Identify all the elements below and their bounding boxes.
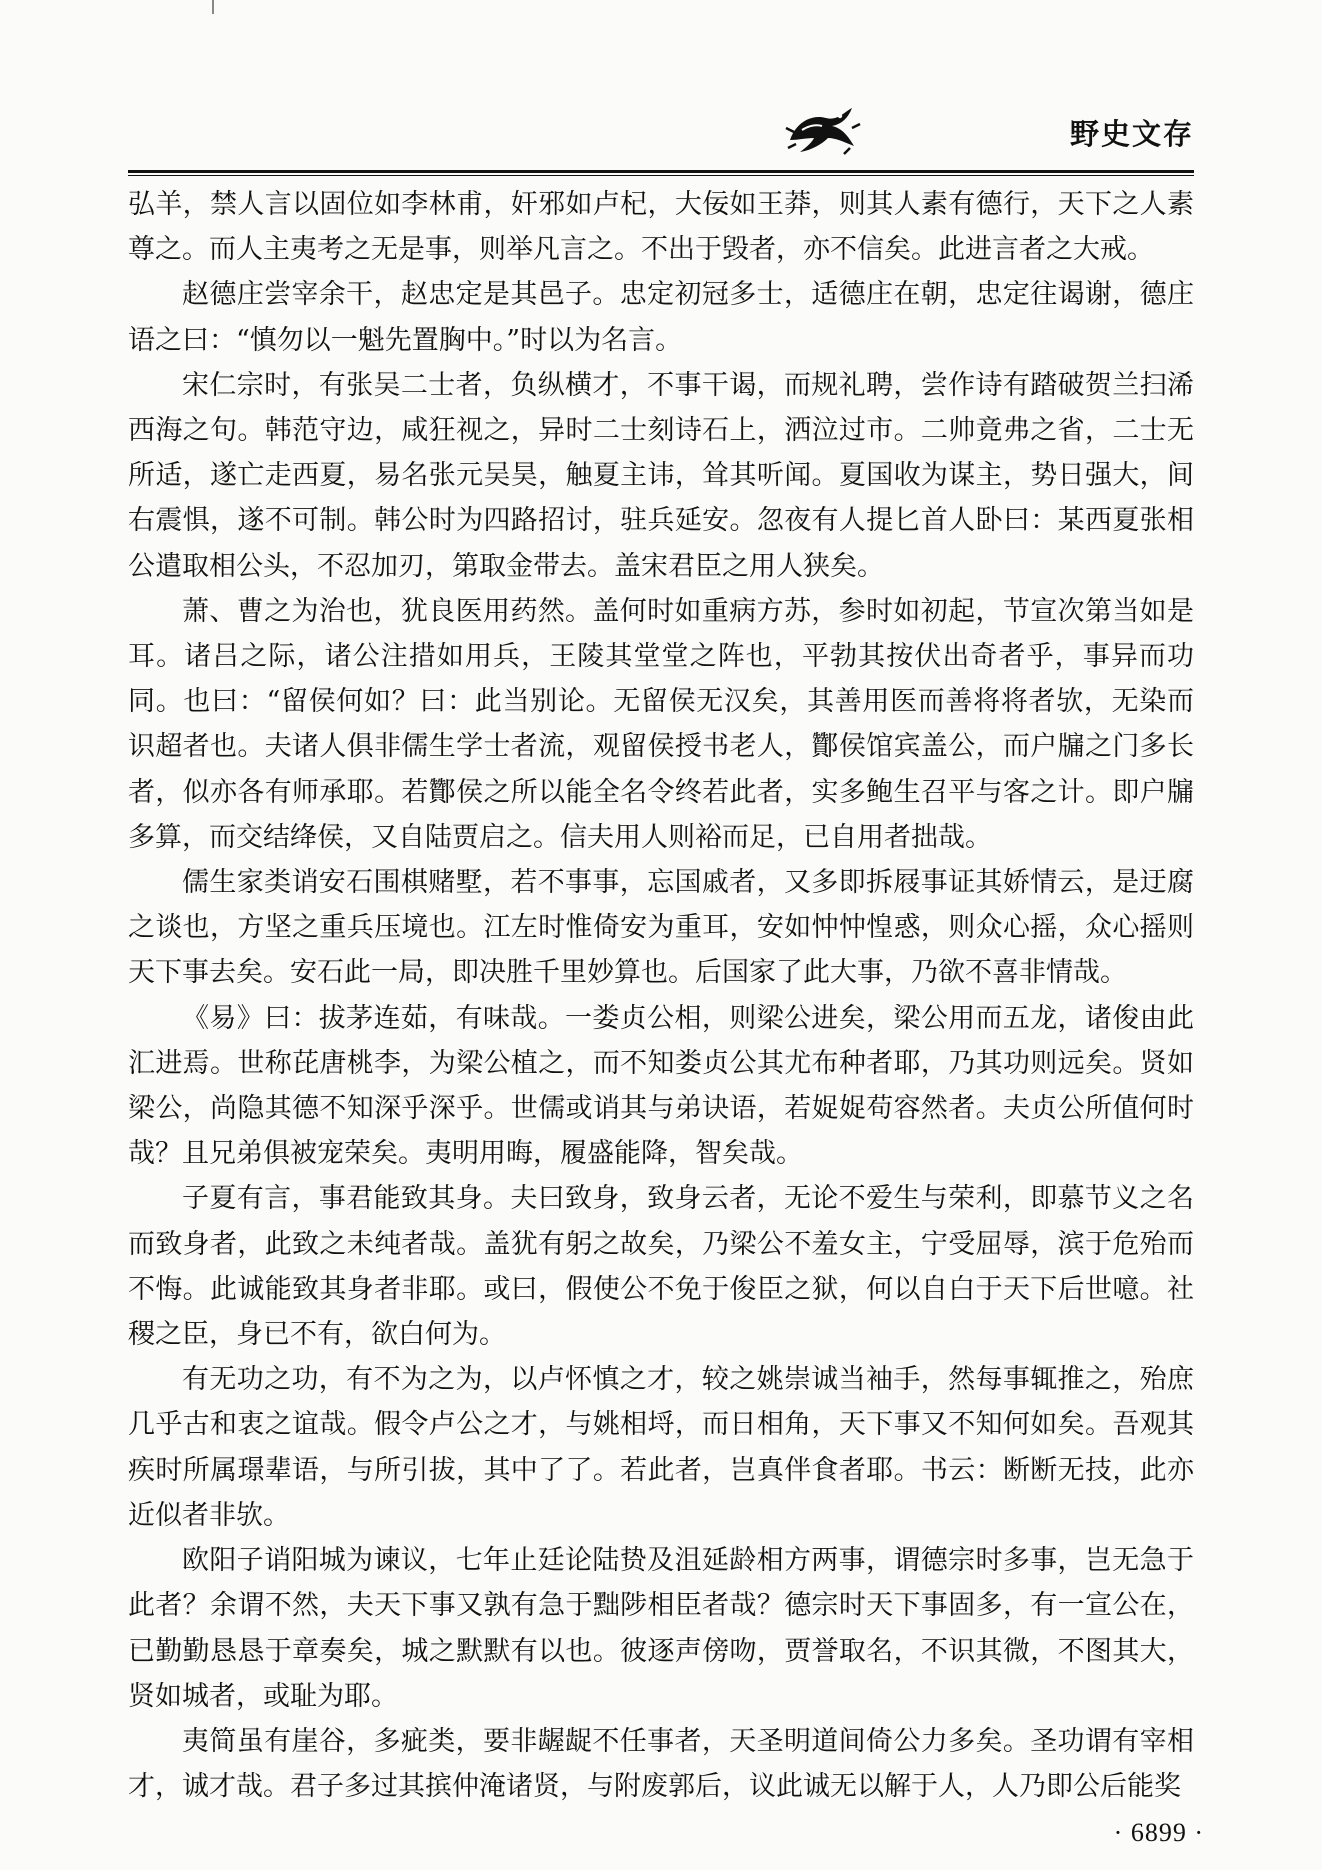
dragon-emblem-icon — [782, 100, 862, 162]
paragraph: 萧、曹之为治也，犹良医用药然。盖何时如重病方苏，参时如初起，节宣次第当如是耳。诸吕之际，诸公注措如用兵，王陵其堂堂之阵也，平勃其按伏出奇者乎，事异而功同。也曰：“留侯何如？曰：此当别论。无留侯无汉矣，其善用医而善将将者欤，无染而识超者也。夫诸人俱非儒生学士者流，观留侯授书老人，酇侯馆宾盖公，而户牖之门多长者，似亦各有师承耶。若酇侯之所以能全名令终若此者，实多鲍生召平与客之计。即户牖多算，而交结绛侯，又自陆贾启之。信夫用人则裕而足，已自用者拙哉。 — [128, 595, 1194, 853]
paragraph: 《易》曰：拔茅连茹，有味哉。一娄贞公相，则梁公进矣，梁公用而五龙，诸俊由此汇进焉。世称芘唐桃李，为梁公植之，而不知娄贞公其尤布种者耶，乃其功则远矣。贤如梁公，尚隐其德不知深乎深乎。世儒或诮其与弟诀语，若娖娖苟容然者。夫贞公所值何时哉？且兄弟俱被宠荣矣。夷明用晦，履盛能降，智矣哉。 — [128, 1002, 1194, 1170]
page-number: · 6899 · — [1113, 1818, 1204, 1847]
paragraph: 欧阳子诮阳城为谏议，七年止廷论陆贽及沮延龄相方两事，谓德宗时多事，岂无急于此者？余谓不然，夫天下事又孰有急于黜陟相臣者哉？德宗时天下事固多，有一宣公在，已勤勤恳恳于章奏矣，城之默默有以也。彼逐声傍吻，贾誉取名，不识其微，不图其大，贤如城者，或耻为耶。 — [128, 1545, 1194, 1712]
paragraph: 夷简虽有崖谷，多疵类，要非龌龊不任事者，天圣明道间倚公力多矣。圣功谓有宰相才，诚才哉。君子多过其摈仲淹诸贤，与附废郭后，议此诚无以解于人，人乃即公后能奖 — [128, 1725, 1194, 1803]
scan-mark — [212, 0, 214, 14]
paragraph: 弘羊，禁人言以固位如李林甫，奸邪如卢杞，大佞如王莽，则其人素有德行，天下之人素尊之。而人主夷考之无是事，则举凡言之。不出于毁者，亦不信矣。此进言者之大戒。 — [128, 189, 1194, 266]
paragraph: 宋仁宗时，有张吴二士者，负纵横才，不事干谒，而规礼聘，尝作诗有踏破贺兰扫浠西海之句。韩范守边，咸狂视之，异时二士刻诗石上，洒泣过市。二帅竟弗之省，二士无所适，遂亡走西夏，易名张元吴昊，触夏主讳，耸其听闻。夏国收为谋主，势日强大，间右震惧，遂不可制。韩公时为四路招讨，驻兵延安。忽夜有人提匕首人卧曰：某西夏张相公遣取相公头，不忍加刃，第取金带去。盖宋君臣之用人狭矣。 — [128, 369, 1194, 582]
paragraph: 儒生家类诮安石围棋赌墅，若不事事，忘国戚者，又多即拆屐事证其娇情云，是迂腐之谈也，方坚之重兵压境也。江左时惟倚安为重耳，安如忡忡惶惑，则众心摇，众心摇则天下事去矣。安石此一局，即决胜千里妙算也。后国家了此大事，乃欲不喜非情哉。 — [128, 867, 1194, 989]
header-rule-thin — [128, 175, 1194, 176]
series-title: 野史文存 — [1069, 117, 1194, 151]
paragraph: 有无功之功，有不为之为，以卢怀慎之才，较之姚崇诚当袖手，然每事辄推之，殆庶几乎古和衷之谊哉。假令卢公之才，与姚相埒，而日相角，天下事又不知何如矣。吾观其疾时所属璟辈语，与所引拔，其中了了。若此者，岂真伴食者耶。书云：断断无技，此亦近似者非欤。 — [128, 1364, 1194, 1531]
header-rule — [128, 170, 1194, 173]
body-text — [128, 182, 1194, 1809]
paragraph: 子夏有言，事君能致其身。夫曰致身，致身云者，无论不爱生与荣利，即慕节义之名而致身者，此致之未纯者哉。盖犹有躬之故矣，乃梁公不羞女主，宁受屈辱，滨于危殆而不悔。此诚能致其身者非耶。或曰，假使公不免于俊臣之狱，何以自白于天下后世噫。社稷之臣，身已不有，欲白何为。 — [128, 1183, 1194, 1351]
running-header — [0, 100, 1322, 170]
paragraph: 赵德庄尝宰余干，赵忠定是其邑子。忠定初冠多士，适德庄在朝，忠定往谒谢，德庄语之曰：“慎勿以一魁先置胸中。”时以为名言。 — [128, 279, 1194, 356]
